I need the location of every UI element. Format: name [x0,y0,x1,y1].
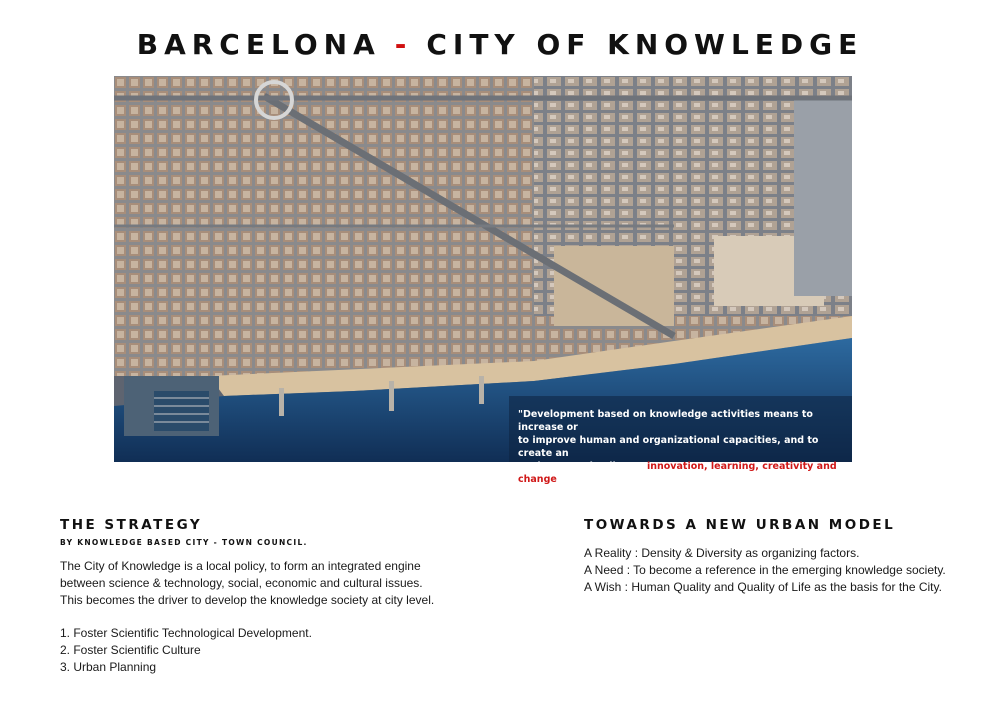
quote-close: " [556,474,562,485]
urban-model-list [584,545,946,596]
list-item: 2. Foster Scientific Culture [60,643,201,657]
strategy-paragraph-line: This becomes the driver to develop the knowledge society at city level. [60,593,435,607]
list-item: 3. Urban Planning [60,660,157,674]
quote-line-2: to improve human and organizational capacities, and to create an [518,435,819,459]
quote-highlight: innovation, learning, creativity and change [518,461,837,485]
urban-model-heading: TOWARDS A NEW URBAN MODEL [584,517,896,533]
title-separator: - [394,28,413,61]
list-item: 1. Foster Scientific Technological Development. [60,626,312,640]
title-city-of-knowledge: CITY OF KNOWLEDGE [426,28,864,61]
quote-line-3 [518,460,838,486]
strategy-heading: THE STRATEGY [60,517,203,533]
strategy-paragraph-line: between science & technology, social, economic and cultural issues. [60,576,423,590]
quote-line-3-prefix: environment leading to [518,461,647,472]
aerial-photo-barcelona-icon [114,76,852,462]
list-item: A Reality : Density & Diversity as organizing factors. [584,546,860,560]
strategy-paragraph [60,558,434,609]
strategy-list [60,625,312,676]
strategy-paragraph-line: The City of Knowledge is a local policy, to form an integrated engine [60,559,421,573]
aerial-photo [114,76,852,462]
page-title [0,28,1000,61]
photo-quote [518,408,838,486]
title-barcelona: BARCELONA [136,28,381,61]
strategy-subheading: BY KNOWLEDGE BASED CITY - TOWN COUNCIL. [60,538,308,547]
list-item: A Wish : Human Quality and Quality of Life as the basis for the City. [584,580,942,594]
quote-line-1: "Development based on knowledge activities means to increase or [518,409,813,433]
list-item: A Need : To become a reference in the emerging knowledge society. [584,563,946,577]
